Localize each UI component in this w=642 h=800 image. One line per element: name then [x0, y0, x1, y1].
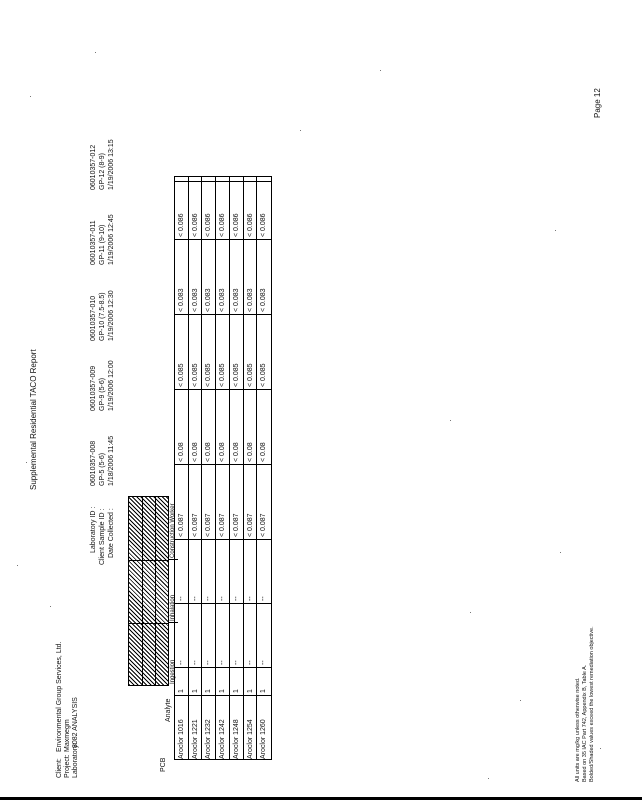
criteria-label-ingestion: Ingestion: [170, 659, 176, 684]
result-cell-text: < 0.08: [260, 442, 268, 462]
client-sample-label: Client Sample ID :: [99, 508, 106, 565]
result-cell-text: < 0.086: [178, 213, 185, 237]
result-cell: [175, 464, 189, 539]
criteria-construction-cell-text: --: [205, 596, 213, 601]
analyte-cell-text: Aroclor 1232: [205, 719, 213, 759]
result-cell: [189, 181, 203, 239]
table-row: [244, 177, 258, 759]
sample-client-id: GP-9 (5-6): [99, 377, 106, 411]
scan-speck: [17, 565, 18, 566]
result-cell-text: < 0.086: [219, 213, 227, 237]
result-cell: [175, 389, 189, 464]
scan-speck: [300, 130, 301, 131]
result-cell-text: < 0.087: [191, 513, 199, 537]
result-cell-text: < 0.085: [232, 363, 240, 387]
criteria-ingestion-cell-text: 1: [260, 689, 268, 693]
analyte-cell-text: Aroclor 1260: [260, 719, 268, 759]
result-cell-text: < 0.087: [246, 513, 254, 537]
criteria-construction-cell: [216, 539, 230, 603]
result-cell: [216, 464, 230, 539]
table-row: [189, 177, 203, 759]
criteria-construction-cell-text: --: [260, 596, 268, 601]
analyte-cell: [175, 695, 189, 761]
result-cell-text: < 0.085: [205, 363, 213, 387]
laboratory-label: Laboratory:: [72, 742, 79, 778]
scan-speck: [560, 552, 561, 553]
criteria-inhalation-cell: [216, 603, 230, 667]
result-cell: [202, 239, 216, 314]
result-cell-text: < 0.086: [232, 213, 240, 237]
table-row: [175, 177, 189, 759]
result-cell-text: < 0.086: [191, 213, 199, 237]
result-cell: [175, 181, 189, 239]
criteria-ingestion-cell: [202, 667, 216, 695]
result-cell-text: < 0.085: [178, 363, 185, 387]
criteria-inhalation-cell-text: --: [191, 660, 199, 665]
analyte-cell: [230, 695, 244, 761]
result-cell: [216, 389, 230, 464]
sample-date: 1/19/2006 12:00: [108, 360, 115, 411]
analyte-cell-text: Aroclor 1221: [191, 719, 199, 759]
analyte-cell: [244, 695, 258, 761]
criteria-construction-cell: [189, 539, 203, 603]
result-cell-text: < 0.083: [246, 288, 254, 312]
sample-lab-id: 06010357-008: [90, 440, 97, 486]
criteria-construction-cell: [230, 539, 244, 603]
criteria-inhalation-cell-text: --: [246, 660, 254, 665]
result-cell: [257, 389, 271, 464]
criteria-construction-cell-text: --: [219, 596, 227, 601]
scan-speck: [95, 52, 96, 53]
scan-speck: [600, 748, 601, 749]
table-row: [230, 177, 244, 759]
criteria-inhalation-cell-text: --: [232, 660, 240, 665]
result-cell: [230, 314, 244, 389]
criteria-ingestion-cell: [257, 667, 271, 695]
result-cell: [189, 389, 203, 464]
result-cell: [189, 239, 203, 314]
scan-speck: [470, 612, 471, 613]
criteria-construction-cell: [202, 539, 216, 603]
result-cell-text: < 0.083: [178, 288, 185, 312]
result-cell: [189, 464, 203, 539]
criteria-inhalation-cell: [202, 603, 216, 667]
date-collected-label: Date Collected :: [108, 508, 115, 558]
result-cell-text: < 0.087: [232, 513, 240, 537]
page-number: Page 12: [593, 88, 602, 118]
scan-speck: [450, 420, 451, 421]
criteria-ingestion-cell: [175, 667, 189, 695]
result-cell: [244, 314, 258, 389]
sample-client-id: GP-12 (8-9): [99, 153, 106, 190]
criteria-inhalation-cell-text: --: [178, 660, 185, 665]
criteria-ingestion-cell-text: 1: [232, 689, 240, 693]
result-cell-text: < 0.087: [205, 513, 213, 537]
results-table: [174, 176, 272, 760]
criteria-construction-cell-text: --: [191, 596, 199, 601]
result-cell-text: < 0.087: [178, 513, 185, 537]
result-cell-text: < 0.086: [260, 213, 268, 237]
scan-speck: [555, 230, 556, 231]
result-cell-text: < 0.083: [205, 288, 213, 312]
result-cell: [257, 239, 271, 314]
result-cell-text: < 0.08: [178, 442, 185, 462]
result-cell-text: < 0.085: [246, 363, 254, 387]
result-cell-text: < 0.08: [219, 442, 227, 462]
client-label: Client:: [56, 758, 63, 778]
analyte-cell-text: Aroclor 1016: [178, 719, 185, 759]
scan-speck: [488, 778, 489, 779]
sample-date: 1/19/2006 13:15: [108, 139, 115, 190]
sample-lab-id: 06010357-010: [90, 295, 97, 341]
table-row: [257, 177, 271, 759]
sample-date: 1/18/2006 11:45: [108, 435, 115, 486]
result-cell-text: < 0.08: [191, 442, 199, 462]
criteria-ingestion-cell: [189, 667, 203, 695]
result-cell: [244, 181, 258, 239]
report-title: Supplemental Residential TACO Report: [29, 349, 38, 490]
result-cell-text: < 0.08: [205, 442, 213, 462]
criteria-ingestion-cell-text: 1: [205, 689, 213, 693]
client-value: Environmental Group Services, Ltd.: [56, 641, 63, 752]
scan-speck: [50, 606, 51, 607]
result-cell: [202, 389, 216, 464]
result-cell-text: < 0.08: [232, 442, 240, 462]
result-cell: [257, 181, 271, 239]
sample-lab-id: 06010357-011: [90, 220, 97, 265]
criteria-construction-cell: [257, 539, 271, 603]
result-cell: [257, 314, 271, 389]
result-cell-text: < 0.08: [246, 442, 254, 462]
result-cell: [230, 464, 244, 539]
criteria-inhalation-cell: [244, 603, 258, 667]
sample-lab-id: 06010357-012: [90, 144, 97, 190]
sample-date: 1/19/2006 12:45: [108, 214, 115, 265]
criteria-inhalation-cell-text: --: [219, 660, 227, 665]
result-cell: [216, 314, 230, 389]
project-label: Project:: [64, 754, 71, 778]
criteria-construction-cell-text: --: [178, 596, 185, 601]
result-cell-text: < 0.083: [219, 288, 227, 312]
result-cell: [175, 314, 189, 389]
criteria-ingestion-cell-text: 1: [246, 689, 254, 693]
footnote-basis: Based on 35 IAC Part 742, Appendix B, Table A.: [582, 664, 588, 782]
analyte-cell: [216, 695, 230, 761]
result-cell: [189, 314, 203, 389]
result-cell: [257, 464, 271, 539]
footnote-units: All units are mg/kg unless otherwise noted.: [575, 677, 581, 782]
result-cell: [230, 389, 244, 464]
result-cell: [216, 181, 230, 239]
criteria-inhalation-cell: [175, 603, 189, 667]
criteria-ingestion-cell-text: 1: [219, 689, 227, 693]
criteria-construction-cell: [175, 539, 189, 603]
result-cell: [230, 239, 244, 314]
result-cell-text: < 0.086: [205, 213, 213, 237]
project-value: Maxmegm: [64, 719, 71, 752]
criteria-ingestion-cell: [216, 667, 230, 695]
result-cell-text: < 0.083: [260, 288, 268, 312]
result-cell: [244, 389, 258, 464]
scan-speck: [380, 70, 381, 71]
result-cell-text: < 0.085: [219, 363, 227, 387]
sample-client-id: GP-11 (9-10): [99, 224, 106, 265]
result-cell-text: < 0.085: [260, 363, 268, 387]
result-cell: [202, 314, 216, 389]
criteria-ingestion-cell: [244, 667, 258, 695]
result-cell: [230, 181, 244, 239]
analyte-cell-text: Aroclor 1254: [246, 719, 254, 759]
result-cell: [244, 464, 258, 539]
criteria-construction-cell: [244, 539, 258, 603]
criteria-ingestion-cell-text: 1: [178, 689, 185, 693]
result-cell: [202, 464, 216, 539]
criteria-ingestion-cell: [230, 667, 244, 695]
criteria-inhalation-cell: [189, 603, 203, 667]
analyte-cell-text: Aroclor 1242: [219, 719, 227, 759]
result-cell-text: < 0.083: [191, 288, 199, 312]
criteria-construction-cell-text: --: [232, 596, 240, 601]
criteria-inhalation-cell: [230, 603, 244, 667]
result-cell: [216, 239, 230, 314]
sample-date: 1/19/2006 12:30: [108, 290, 115, 341]
scan-speck: [26, 462, 27, 463]
criteria-ingestion-cell-text: 1: [191, 689, 199, 693]
result-cell-text: < 0.085: [191, 363, 199, 387]
lab-id-label: Laboratory ID :: [90, 506, 97, 553]
result-cell-text: < 0.087: [219, 513, 227, 537]
analyte-cell: [202, 695, 216, 761]
scan-speck: [30, 96, 31, 97]
table-row: [216, 177, 230, 759]
result-cell-text: < 0.087: [260, 513, 268, 537]
result-cell: [244, 239, 258, 314]
criteria-inhalation-cell-text: --: [205, 660, 213, 665]
section-label-pcb: PCB: [160, 757, 167, 772]
analyte-cell: [189, 695, 203, 761]
sample-lab-id: 06010357-009: [90, 365, 97, 411]
sample-client-id: GP-5 (5-6): [99, 452, 106, 486]
laboratory-value: 8082 ANALYSIS: [72, 697, 79, 748]
analyte-cell: [257, 695, 271, 761]
footnote-shading: Bolded/Shaded values exceed the lowest remediation objective.: [589, 626, 595, 782]
criteria-inhalation-cell: [257, 603, 271, 667]
criteria-construction-cell-text: --: [246, 596, 254, 601]
scan-speck: [520, 700, 521, 701]
analyte-cell-text: Aroclor 1248: [232, 719, 240, 759]
result-cell: [202, 181, 216, 239]
criteria-label-construction: Construction Worker: [170, 503, 176, 558]
table-row: [202, 177, 216, 759]
criteria-label-inhalation: Inhalation: [170, 594, 176, 621]
result-cell-text: < 0.086: [246, 213, 254, 237]
criteria-inhalation-cell-text: --: [260, 660, 268, 665]
result-cell: [175, 239, 189, 314]
result-cell-text: < 0.083: [232, 288, 240, 312]
analyte-header: Analyte: [165, 698, 172, 722]
sample-client-id: GP-10 (7.5-8.5): [99, 292, 106, 341]
